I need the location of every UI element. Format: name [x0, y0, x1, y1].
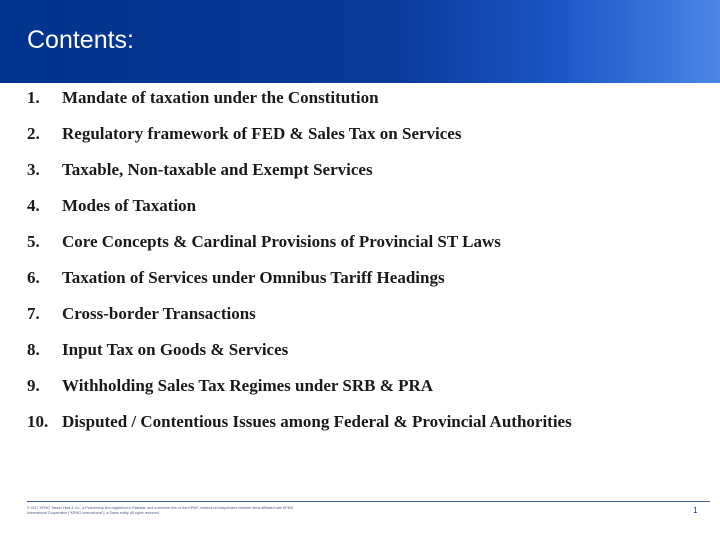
- list-item: [27, 407, 707, 437]
- list-item: [27, 119, 707, 149]
- list-item: [27, 263, 707, 293]
- item-text: Taxation of Services under Omnibus Tariff Headings: [62, 268, 445, 287]
- item-text: Input Tax on Goods & Services: [62, 340, 289, 359]
- item-number: 9.: [27, 376, 40, 395]
- item-number: 8.: [27, 340, 40, 359]
- item-text: Disputed / Contentious Issues among Federal & Provincial Authorities: [62, 412, 572, 431]
- footer-divider: [27, 501, 710, 502]
- item-number: 1.: [27, 88, 40, 107]
- item-number: 7.: [27, 304, 40, 323]
- item-text: Regulatory framework of FED & Sales Tax on Services: [62, 124, 462, 143]
- list-item: [27, 299, 707, 329]
- item-text: Taxable, Non-taxable and Exempt Services: [62, 160, 373, 179]
- item-text: Mandate of taxation under the Constitution: [62, 88, 379, 107]
- item-number: 6.: [27, 268, 40, 287]
- item-text: Modes of Taxation: [62, 196, 197, 215]
- list-item: [27, 83, 707, 113]
- item-number: 3.: [27, 160, 40, 179]
- list-item: [27, 371, 707, 401]
- item-text: Cross-border Transactions: [62, 304, 256, 323]
- list-item: [27, 191, 707, 221]
- item-number: 2.: [27, 124, 40, 143]
- item-text: Core Concepts & Cardinal Provisions of Provincial ST Laws: [62, 232, 501, 251]
- list-item: [27, 155, 707, 185]
- footer-disclaimer: © 2017 KPMG Taseer Hadi & Co., a Partnership firm registered in Pakistan and a member firm of the KPMG network of independent member firms affiliated with KPMG International Cooperative ("KPMG International"), a Swiss entity. All rights reserved.: [27, 506, 294, 515]
- item-number: 4.: [27, 196, 40, 215]
- slide-title: Contents:: [27, 26, 135, 54]
- list-item: [27, 335, 707, 365]
- page-number: 1: [693, 506, 698, 515]
- slide-header: [0, 0, 720, 83]
- item-text: Withholding Sales Tax Regimes under SRB & PRA: [62, 376, 434, 395]
- item-number: 5.: [27, 232, 40, 251]
- item-number: 10.: [27, 412, 49, 431]
- list-item: [27, 227, 707, 257]
